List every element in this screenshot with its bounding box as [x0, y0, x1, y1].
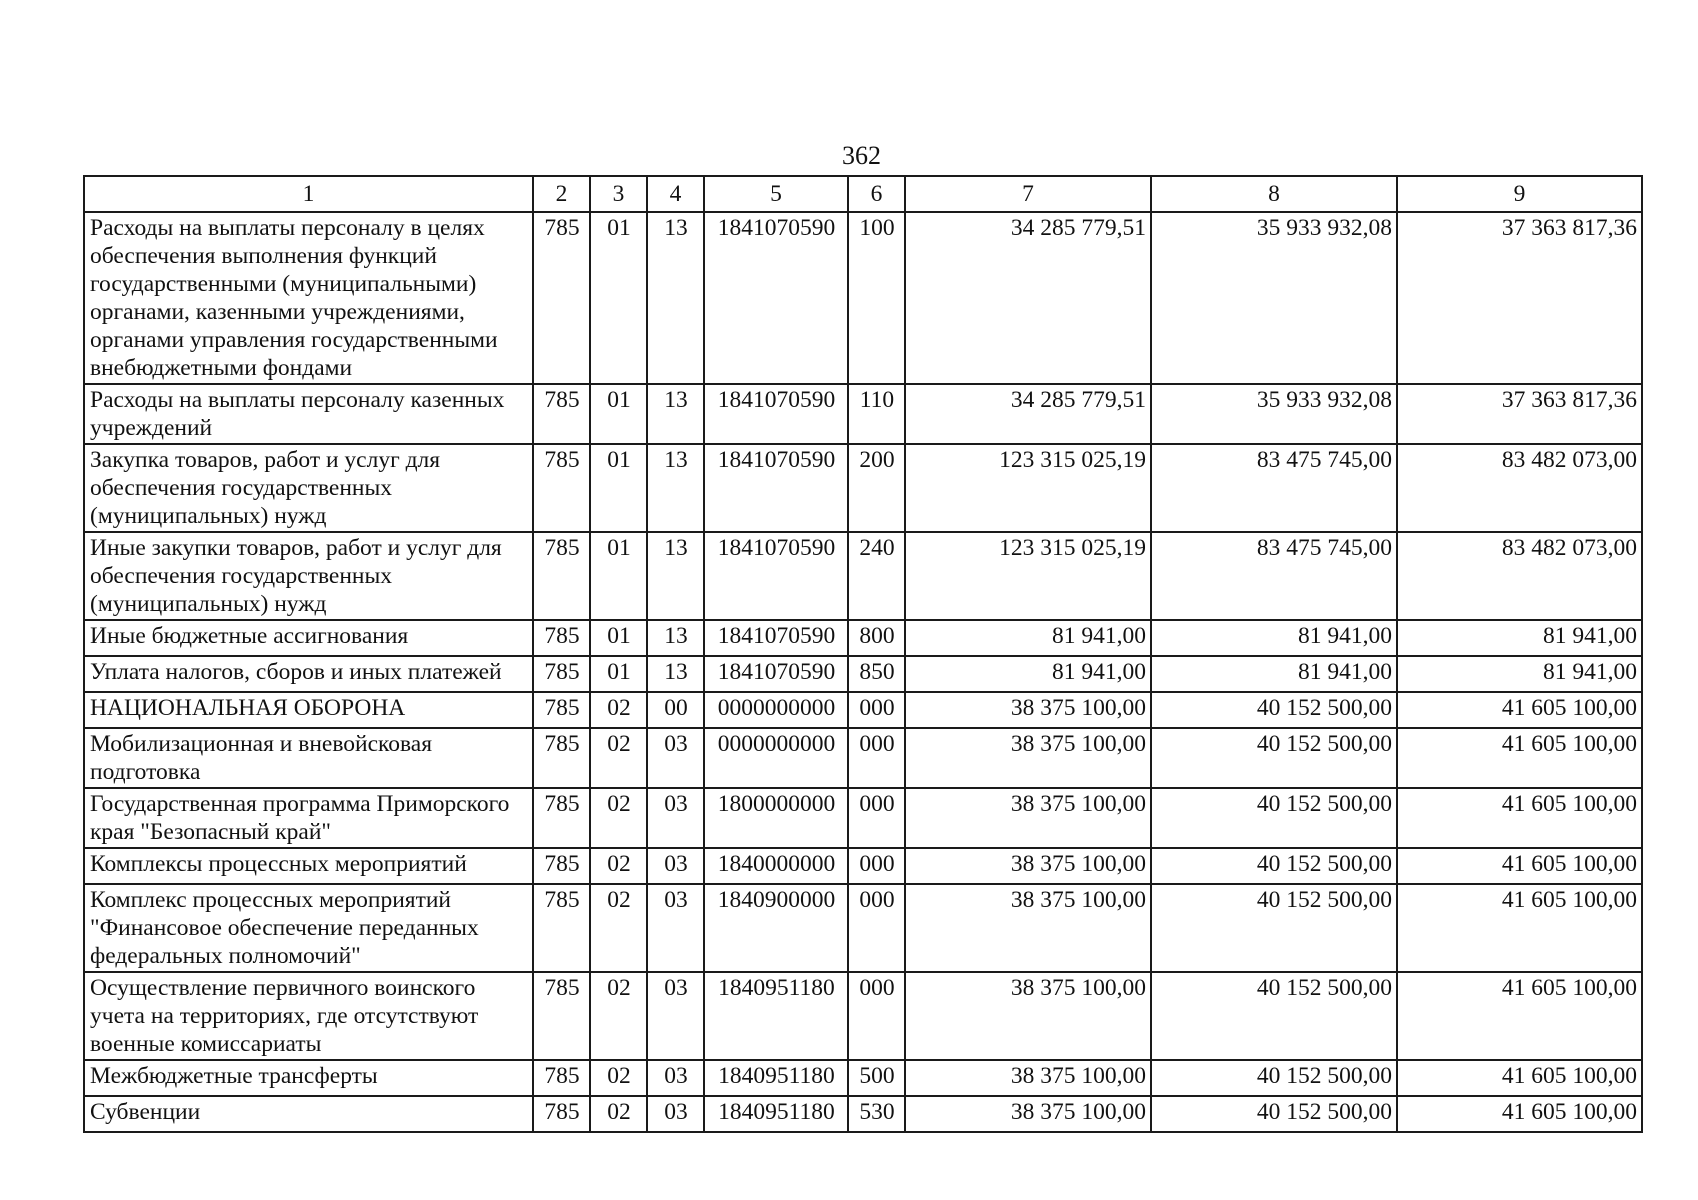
header-cell: 8 [1151, 176, 1397, 212]
row-amount-7: 81 941,00 [905, 620, 1151, 656]
row-amount-9: 41 605 100,00 [1397, 1096, 1642, 1132]
row-code-2: 785 [533, 620, 590, 656]
row-code-6: 240 [848, 532, 905, 620]
row-name: Комплекс процессных мероприятий "Финансовое обеспечение переданных федеральных полномочий" [84, 884, 533, 972]
row-code-4: 03 [647, 884, 704, 972]
page-number: 362 [842, 141, 881, 170]
row-code-3: 01 [590, 444, 647, 532]
row-name: Расходы на выплаты персоналу в целях обеспечения выполнения функций государственными (муниципальными) органами, казенными учреждениями, органами управления государственными внебюджетными фондами [84, 212, 533, 384]
row-amount-9: 83 482 073,00 [1397, 444, 1642, 532]
row-name: Комплексы процессных мероприятий [84, 848, 533, 884]
row-code-4: 03 [647, 788, 704, 848]
row-code-3: 02 [590, 972, 647, 1060]
row-code-6: 100 [848, 212, 905, 384]
row-code-4: 03 [647, 972, 704, 1060]
row-amount-9: 83 482 073,00 [1397, 532, 1642, 620]
row-code-4: 13 [647, 212, 704, 384]
header-cell: 2 [533, 176, 590, 212]
row-amount-7: 38 375 100,00 [905, 972, 1151, 1060]
table-row [84, 692, 1642, 728]
row-amount-8: 40 152 500,00 [1151, 848, 1397, 884]
row-code-6: 000 [848, 972, 905, 1060]
row-code-4: 03 [647, 1096, 704, 1132]
row-amount-7: 34 285 779,51 [905, 384, 1151, 444]
row-code-2: 785 [533, 212, 590, 384]
row-code-5: 0000000000 [704, 692, 848, 728]
row-code-5: 1840900000 [704, 884, 848, 972]
row-code-6: 000 [848, 728, 905, 788]
row-code-4: 13 [647, 532, 704, 620]
row-code-6: 530 [848, 1096, 905, 1132]
table-row [84, 1096, 1642, 1132]
table-row [84, 972, 1642, 1060]
table-row [84, 788, 1642, 848]
header-cell: 1 [84, 176, 533, 212]
table-row [84, 532, 1642, 620]
row-code-2: 785 [533, 1096, 590, 1132]
row-code-3: 02 [590, 788, 647, 848]
row-code-3: 02 [590, 1060, 647, 1096]
row-code-6: 850 [848, 656, 905, 692]
row-code-2: 785 [533, 884, 590, 972]
row-code-5: 1841070590 [704, 532, 848, 620]
row-amount-7: 123 315 025,19 [905, 444, 1151, 532]
header-cell: 3 [590, 176, 647, 212]
row-code-3: 02 [590, 1096, 647, 1132]
row-code-5: 1841070590 [704, 384, 848, 444]
row-code-6: 500 [848, 1060, 905, 1096]
table-header-row [84, 176, 1642, 212]
row-code-4: 13 [647, 620, 704, 656]
row-amount-9: 41 605 100,00 [1397, 788, 1642, 848]
row-code-6: 000 [848, 692, 905, 728]
row-code-5: 1841070590 [704, 212, 848, 384]
row-amount-8: 83 475 745,00 [1151, 532, 1397, 620]
row-amount-9: 37 363 817,36 [1397, 212, 1642, 384]
row-code-6: 110 [848, 384, 905, 444]
row-amount-7: 38 375 100,00 [905, 1096, 1151, 1132]
row-amount-7: 38 375 100,00 [905, 884, 1151, 972]
row-name: Закупка товаров, работ и услуг для обеспечения государственных (муниципальных) нужд [84, 444, 533, 532]
row-amount-8: 81 941,00 [1151, 620, 1397, 656]
row-code-5: 1800000000 [704, 788, 848, 848]
row-name: Субвенции [84, 1096, 533, 1132]
row-amount-8: 35 933 932,08 [1151, 212, 1397, 384]
row-code-2: 785 [533, 788, 590, 848]
row-amount-9: 41 605 100,00 [1397, 1060, 1642, 1096]
row-code-3: 01 [590, 384, 647, 444]
row-amount-9: 41 605 100,00 [1397, 884, 1642, 972]
row-amount-9: 37 363 817,36 [1397, 384, 1642, 444]
row-amount-8: 40 152 500,00 [1151, 1096, 1397, 1132]
row-amount-8: 40 152 500,00 [1151, 1060, 1397, 1096]
row-amount-8: 40 152 500,00 [1151, 884, 1397, 972]
row-code-3: 02 [590, 848, 647, 884]
row-amount-9: 41 605 100,00 [1397, 692, 1642, 728]
row-code-2: 785 [533, 692, 590, 728]
table-row [84, 728, 1642, 788]
row-amount-7: 38 375 100,00 [905, 848, 1151, 884]
row-code-6: 200 [848, 444, 905, 532]
row-code-2: 785 [533, 656, 590, 692]
row-name: Уплата налогов, сборов и иных платежей [84, 656, 533, 692]
row-code-3: 01 [590, 532, 647, 620]
row-code-4: 03 [647, 1060, 704, 1096]
row-code-6: 800 [848, 620, 905, 656]
row-amount-7: 38 375 100,00 [905, 692, 1151, 728]
row-name: Осуществление первичного воинского учета на территориях, где отсутствуют военные комиссариаты [84, 972, 533, 1060]
row-code-4: 13 [647, 656, 704, 692]
row-code-2: 785 [533, 728, 590, 788]
row-amount-9: 41 605 100,00 [1397, 848, 1642, 884]
row-code-5: 1841070590 [704, 444, 848, 532]
row-code-3: 01 [590, 620, 647, 656]
row-code-3: 02 [590, 728, 647, 788]
row-amount-7: 123 315 025,19 [905, 532, 1151, 620]
row-amount-9: 81 941,00 [1397, 656, 1642, 692]
budget-table [83, 175, 1643, 1133]
row-code-4: 13 [647, 384, 704, 444]
row-amount-8: 40 152 500,00 [1151, 692, 1397, 728]
row-code-2: 785 [533, 848, 590, 884]
row-code-5: 0000000000 [704, 728, 848, 788]
row-amount-7: 38 375 100,00 [905, 728, 1151, 788]
row-code-2: 785 [533, 532, 590, 620]
row-code-2: 785 [533, 1060, 590, 1096]
row-code-2: 785 [533, 972, 590, 1060]
row-amount-8: 83 475 745,00 [1151, 444, 1397, 532]
table-row [84, 444, 1642, 532]
row-amount-8: 81 941,00 [1151, 656, 1397, 692]
row-name: НАЦИОНАЛЬНАЯ ОБОРОНА [84, 692, 533, 728]
row-code-4: 03 [647, 728, 704, 788]
row-amount-8: 35 933 932,08 [1151, 384, 1397, 444]
row-code-5: 1841070590 [704, 656, 848, 692]
row-amount-8: 40 152 500,00 [1151, 972, 1397, 1060]
table-row [84, 620, 1642, 656]
row-amount-8: 40 152 500,00 [1151, 728, 1397, 788]
row-code-5: 1841070590 [704, 620, 848, 656]
table-row [84, 884, 1642, 972]
row-amount-8: 40 152 500,00 [1151, 788, 1397, 848]
row-amount-7: 38 375 100,00 [905, 788, 1151, 848]
row-code-4: 03 [647, 848, 704, 884]
row-amount-9: 41 605 100,00 [1397, 972, 1642, 1060]
row-code-2: 785 [533, 384, 590, 444]
row-code-3: 02 [590, 884, 647, 972]
row-name: Иные бюджетные ассигнования [84, 620, 533, 656]
header-cell: 6 [848, 176, 905, 212]
row-amount-7: 34 285 779,51 [905, 212, 1151, 384]
row-code-4: 13 [647, 444, 704, 532]
table-row [84, 848, 1642, 884]
table-row [84, 384, 1642, 444]
row-name: Межбюджетные трансферты [84, 1060, 533, 1096]
row-code-2: 785 [533, 444, 590, 532]
row-code-6: 000 [848, 884, 905, 972]
header-cell: 7 [905, 176, 1151, 212]
row-code-3: 01 [590, 656, 647, 692]
row-name: Иные закупки товаров, работ и услуг для обеспечения государственных (муниципальных) нужд [84, 532, 533, 620]
header-cell: 4 [647, 176, 704, 212]
row-code-5: 1840951180 [704, 1096, 848, 1132]
row-code-5: 1840951180 [704, 1060, 848, 1096]
header-cell: 9 [1397, 176, 1642, 212]
row-name: Мобилизационная и вневойсковая подготовка [84, 728, 533, 788]
row-code-3: 01 [590, 212, 647, 384]
row-code-3: 02 [590, 692, 647, 728]
table-row [84, 1060, 1642, 1096]
row-code-4: 00 [647, 692, 704, 728]
row-code-6: 000 [848, 788, 905, 848]
row-amount-7: 38 375 100,00 [905, 1060, 1151, 1096]
row-amount-9: 41 605 100,00 [1397, 728, 1642, 788]
row-code-5: 1840000000 [704, 848, 848, 884]
row-code-5: 1840951180 [704, 972, 848, 1060]
row-name: Государственная программа Приморского края "Безопасный край" [84, 788, 533, 848]
header-cell: 5 [704, 176, 848, 212]
table-row [84, 212, 1642, 384]
row-name: Расходы на выплаты персоналу казенных учреждений [84, 384, 533, 444]
row-amount-7: 81 941,00 [905, 656, 1151, 692]
table-row [84, 656, 1642, 692]
row-amount-9: 81 941,00 [1397, 620, 1642, 656]
row-code-6: 000 [848, 848, 905, 884]
